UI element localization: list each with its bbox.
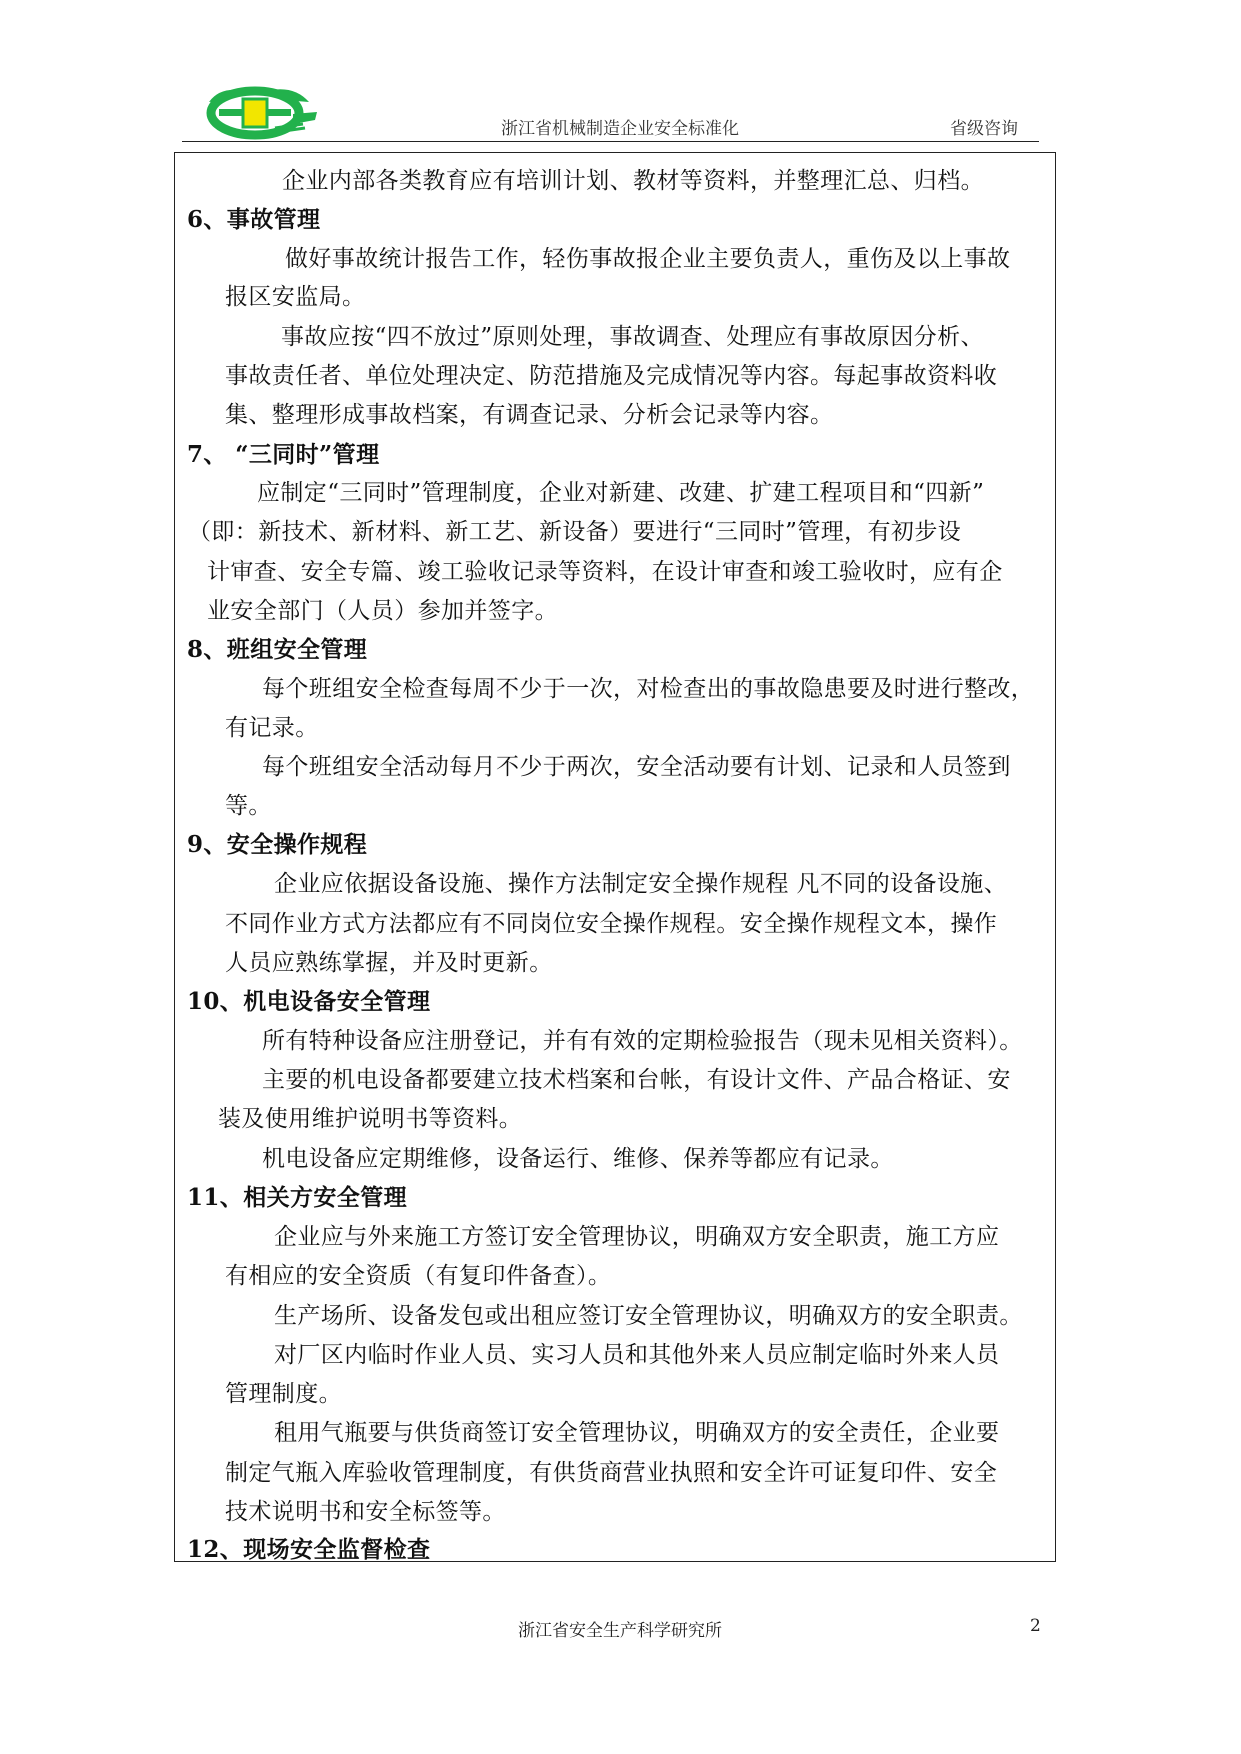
- body-line: 等。: [225, 793, 272, 819]
- header-title: 浙江省机械制造企业安全标准化: [501, 119, 739, 139]
- header-label: 省级咨询: [950, 119, 1018, 139]
- header-rule: [182, 141, 1039, 142]
- body-line: 每个班组安全活动每月不少于两次，安全活动要有计划、记录和人员签到: [262, 754, 1011, 780]
- section-heading-11: 11、相关方安全管理: [187, 1184, 408, 1211]
- section-heading-10: 10、机电设备安全管理: [187, 988, 431, 1015]
- logo-tail: [293, 112, 317, 124]
- body-line: 事故应按“四不放过”原则处理，事故调查、处理应有事故原因分析、: [281, 324, 984, 350]
- body-line: 技术说明书和安全标签等。: [225, 1499, 506, 1525]
- body-line: 所有特种设备应注册登记，并有有效的定期检验报告（现未见相关资料）。: [262, 1028, 1023, 1054]
- section-heading-9: 9、安全操作规程: [187, 831, 368, 858]
- body-line: 机电设备应定期维修，设备运行、维修、保养等都应有记录。: [262, 1146, 894, 1172]
- body-line: 业安全部门（人员）参加并签字。: [207, 598, 558, 624]
- body-line: 企业应依据设备设施、操作方法制定安全操作规程 凡不同的设备设施、: [274, 871, 1008, 897]
- body-line: 事故责任者、单位处理决定、防范措施及完成情况等内容。每起事故资料收: [225, 363, 998, 389]
- body-line: 制定气瓶入库验收管理制度，有供货商营业执照和安全许可证复印件、安全: [225, 1460, 998, 1486]
- footer-org: 浙江省安全生产科学研究所: [518, 1621, 722, 1641]
- body-line: （即：新技术、新材料、新工艺、新设备）要进行“三同时”管理，有初步设: [188, 519, 962, 545]
- body-line: 报区安监局。: [225, 284, 366, 310]
- body-line: 对厂区内临时作业人员、实习人员和其他外来人员应制定临时外来人员: [274, 1342, 1000, 1368]
- body-line: 企业内部各类教育应有培训计划、教材等资料，并整理汇总、归档。: [282, 168, 984, 194]
- logo-center: [243, 99, 267, 127]
- body-line: 计审查、安全专篇、竣工验收记录等资料，在设计审查和竣工验收时，应有企: [207, 559, 1003, 585]
- body-line: 有相应的安全资质（有复印件备查）。: [225, 1263, 612, 1289]
- section-heading-7: 7、 “三同时”管理: [187, 441, 380, 468]
- logo-emblem: [205, 84, 319, 142]
- body-line: 不同作业方式方法都应有不同岗位安全操作规程。安全操作规程文本，操作: [225, 911, 998, 937]
- section-heading-6: 6、事故管理: [187, 206, 321, 233]
- body-line: 有记录。: [225, 715, 319, 741]
- body-line: 企业应与外来施工方签订安全管理协议，明确双方安全职责，施工方应: [274, 1224, 1000, 1250]
- body-line: 装及使用维护说明书等资料。: [218, 1106, 523, 1132]
- body-line: 生产场所、设备发包或出租应签订安全管理协议，明确双方的安全职责。: [274, 1303, 1023, 1329]
- body-line: 管理制度。: [225, 1381, 342, 1407]
- page-number: 2: [1030, 1616, 1041, 1636]
- body-line: 主要的机电设备都要建立技术档案和台帐，有设计文件、产品合格证、安: [262, 1067, 1011, 1093]
- body-line: 人员应熟练掌握，并及时更新。: [225, 950, 553, 976]
- body-line: 每个班组安全检查每周不少于一次，对检查出的事故隐患要及时进行整改，: [262, 676, 1035, 702]
- body-line: 集、整理形成事故档案，有调查记录、分析会记录等内容。: [225, 402, 834, 428]
- body-line: 租用气瓶要与供货商签订安全管理协议，明确双方的安全责任，企业要: [274, 1420, 1000, 1446]
- body-line: 应制定“三同时”管理制度，企业对新建、改建、扩建工程项目和“四新”: [257, 480, 985, 506]
- section-heading-12: 12、现场安全监督检查: [187, 1536, 431, 1563]
- body-line: 做好事故统计报告工作，轻伤事故报企业主要负责人，重伤及以上事故: [285, 246, 1011, 272]
- section-heading-8: 8、班组安全管理: [187, 636, 368, 663]
